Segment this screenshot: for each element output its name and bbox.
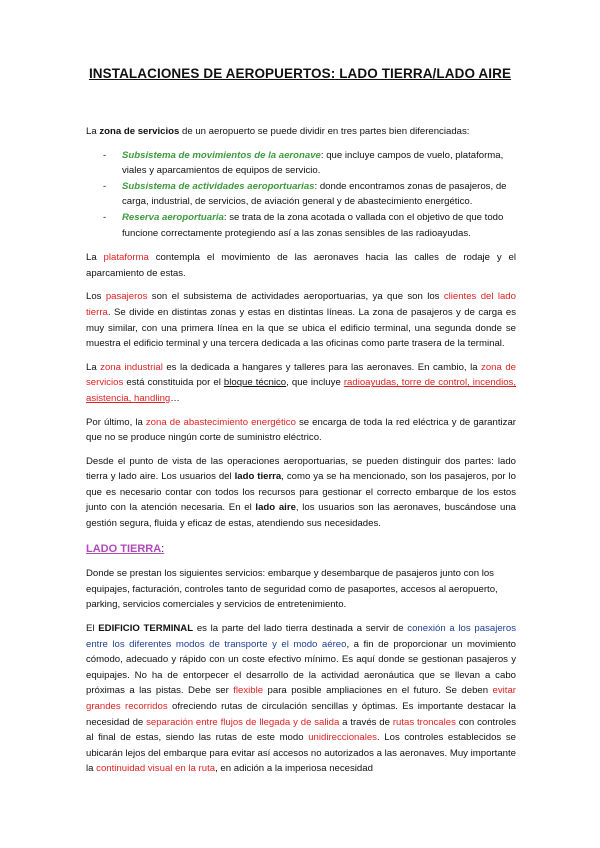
intro-text: La xyxy=(86,126,100,137)
text-run: , los usuarios son las aeronaves, buscándose una gestión segura, fluida y eficaz de estas, atendiendo sus necesidades. xyxy=(86,502,516,530)
text-run: El xyxy=(86,623,99,635)
text-run: está constituida por el xyxy=(123,377,224,389)
highlight-term: unidireccionales xyxy=(308,732,377,744)
text-run: . Se divide en distintas zonas y estas en distintas líneas. La zona de pasajeros y de carga es muy similar, con una primera línea en la que se ubica el edificio terminal, una segunda donde se muestra el edificio terminal y una tercera dedicada a las oficinas como parte trasera de la terminal. xyxy=(86,306,516,350)
bold-term: EDIFICIO TERMINAL xyxy=(98,623,194,635)
text-run: para posible ampliaciones en el futuro. Se deben xyxy=(263,685,493,697)
zone-list xyxy=(86,148,516,242)
text-run: Los xyxy=(86,291,106,303)
text-run: . Los controles establecidos se ubicarán lejos del embarque para evitar así accesos no autorizados a las aeronaves. Muy importante la xyxy=(86,732,516,775)
section-heading xyxy=(86,542,516,558)
bold-term: lado aire xyxy=(255,502,296,514)
list-item xyxy=(86,210,516,241)
underlined-term: bloque técnico xyxy=(223,377,287,389)
intro-paragraph xyxy=(86,124,516,140)
text-run: Desde el punto de vista de las operaciones aeroportuarias, se pueden distinguir dos partes: lado tierra y lado aire. Los usuarios del xyxy=(86,455,516,483)
terminal-paragraph xyxy=(86,621,516,777)
abastecimiento-paragraph xyxy=(86,415,516,446)
list-dash: - xyxy=(103,149,107,161)
highlight-term: zona de servicios xyxy=(86,361,516,389)
list-item-text: : donde encontramos zonas de pasajeros, de carga, industrial, de servicios, de aviación general y de abastecimiento energético. xyxy=(122,180,507,208)
text-run: , como ya se ha mencionado, son los pasajeros, por lo que es necesario contar con todos los recursos para gestionar el correcto embarque de los estos junto con la atención necesaria. En el xyxy=(86,471,517,514)
text-run: a través de xyxy=(339,716,393,728)
intro-text-2: de un aeropuerto se puede dividir en tres partes bien diferenciadas: xyxy=(179,126,470,137)
text-run: es la parte del lado tierra destinada a servir de xyxy=(193,623,408,635)
highlight-term: zona de abastecimiento energético xyxy=(145,416,296,428)
text-run: ofreciendo rutas de circulación sencillas y óptimas. Es importante destacar la necesidad de xyxy=(86,701,516,728)
page-title: INSTALACIONES DE AEROPUERTOS: LADO TIERRA/LADO AIRE xyxy=(88,66,512,81)
text-run: contempla el movimiento de las aeronaves hacia las calles de rodaje y el aparcamiento de estas. xyxy=(86,252,517,279)
list-item-heading: Subsistema de actividades aeroportuarias xyxy=(122,180,315,192)
list-item xyxy=(86,179,516,210)
text-run: La xyxy=(86,361,101,373)
partes-paragraph xyxy=(86,454,516,532)
pasajeros-paragraph xyxy=(86,289,516,351)
underlined-highlight-term: radioayudas, torre de control, incendios, asistencia, handling xyxy=(86,377,516,404)
highlight-term: continuidad visual en la ruta xyxy=(96,763,216,775)
text-run: , que incluye xyxy=(286,377,344,389)
highlight-term: evitar grandes recorridos xyxy=(86,685,516,712)
highlight-term: zona industrial xyxy=(100,361,163,373)
section-heading-text: LADO TIERRA xyxy=(86,542,162,555)
text-run: se encarga de toda la red eléctrica y de garantizar que no se produce ningún corte de suministro eléctrico. xyxy=(86,416,516,444)
industrial-paragraph xyxy=(86,360,516,407)
text-run: , a fin de proporcionar un movimiento cómodo, adecuado y rápido con un coste efectivo mínimo. Es aquí donde se gestionan pasajeros y equipajes. No ha de entorpecer el desarrollo de la actividad aeronáutica que se llevan a cabo próximas a las pistas. Debe ser xyxy=(86,638,516,697)
section-heading-colon: : xyxy=(161,542,165,555)
highlight-term: pasajeros xyxy=(105,291,148,303)
text-run: La xyxy=(86,252,104,264)
list-dash: - xyxy=(103,211,107,223)
highlight-term: separación entre flujos de llegada y de salida xyxy=(146,716,340,728)
highlight-term: rutas troncales xyxy=(392,716,456,728)
highlight-term: clientes del lado tierra xyxy=(86,291,516,318)
text-run: es la dedicada a hangares y talleres para las aeronaves. En cambio, la xyxy=(162,361,482,373)
text-run: … xyxy=(170,392,180,404)
text-run: Por último, la xyxy=(86,416,146,428)
highlight-term: plataforma xyxy=(103,252,149,264)
list-item-heading: Reserva aeroportuaria xyxy=(122,211,224,223)
list-item-text: : que incluye campos de vuelo, plataforma, viales y aparcamientos de equipos de servicio. xyxy=(122,149,504,177)
list-item-text: : se trata de la zona acotada o vallada con el objetivo de que todo funcione correctamente protegiendo así a las zonas sensibles de las radioayudas. xyxy=(122,211,504,239)
servicios-paragraph: Donde se prestan los siguientes servicios: embarque y desembarque de pasajeros junto con los equipajes, facturación, controles tanto de seguridad como de pasaportes, accesos al aeropuerto, parking, servicios comerciales y servicios de entretenimiento. xyxy=(86,568,498,611)
text-run: con controles al final de estas, siendo las rutas de este modo xyxy=(86,716,516,744)
list-item xyxy=(86,148,516,179)
bold-term: lado tierra xyxy=(234,471,282,483)
intro-bold-term: zona de servicios xyxy=(99,126,180,137)
list-item-heading: Subsistema de movimientos de la aeronave xyxy=(122,149,321,161)
plataforma-paragraph xyxy=(86,250,516,281)
text-run: son el subsistema de actividades aeroportuarias, ya que son los xyxy=(147,291,444,303)
highlight-term: flexible xyxy=(233,685,264,697)
document-body xyxy=(86,124,516,785)
blue-term: conexión a los pasajeros entre los diferentes modos de transporte y el modo aéreo xyxy=(86,623,516,650)
list-dash: - xyxy=(103,180,107,192)
text-run: , en adición a la imperiosa necesidad xyxy=(215,763,373,775)
